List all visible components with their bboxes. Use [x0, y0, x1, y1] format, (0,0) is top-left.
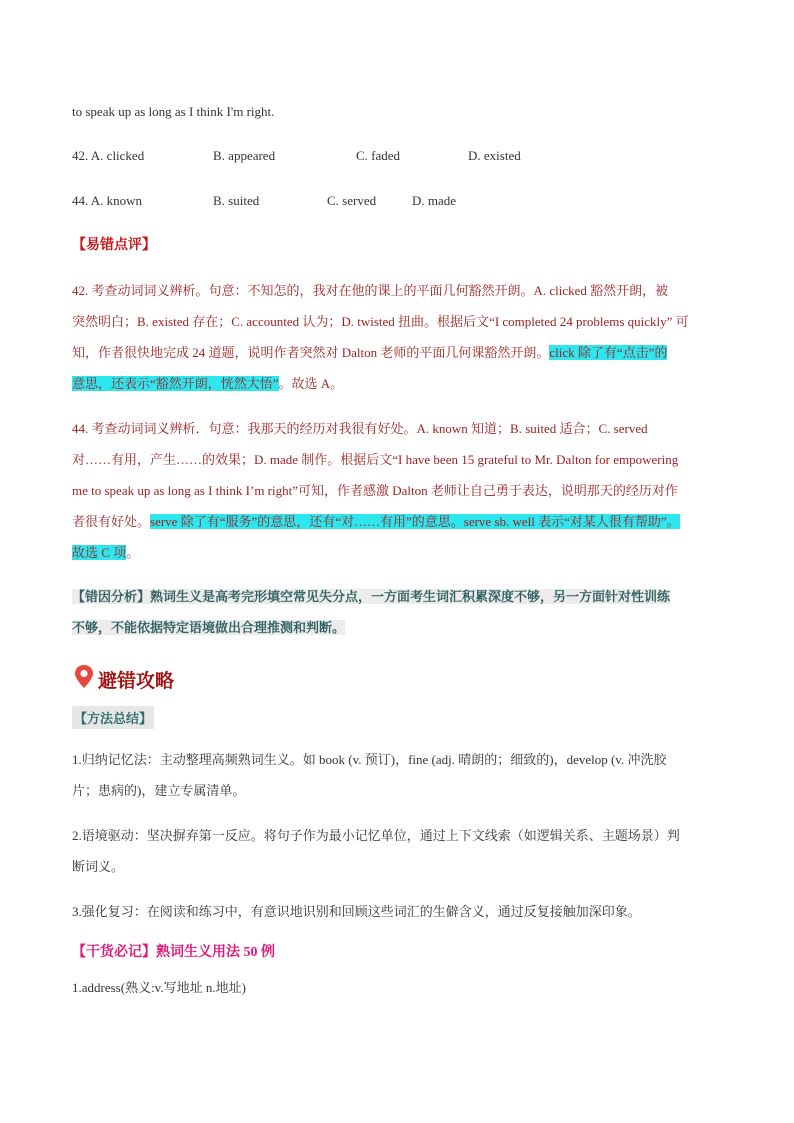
method-2-line-2: 断词义。	[72, 859, 125, 874]
dry-goods-heading	[72, 941, 275, 961]
exp44-highlight-1: serve 除了有“服务”的意思，还有“对……有用”的意思。serve sb. well 表示“对某人很有帮助”。	[150, 514, 680, 529]
q44-option-b: B. suited	[213, 193, 260, 208]
exp42-line-1: 42. 考查动词词义辨析。句意：不知怎的，我对在他的课上的平面几何豁然开朗。A. clicked 豁然开朗，被	[72, 283, 669, 298]
method-2-line-1: 2.语境驱动：坚决摒弃第一反应。将句子作为最小记忆单位，通过上下文线索（如逻辑关系、主题场景）判	[72, 828, 680, 843]
q42-option-c: C. faded	[356, 148, 401, 163]
avoid-errors-heading: 避错攻略	[98, 670, 175, 692]
q44-option-a: 44. A. known	[72, 193, 143, 208]
dry-goods-title: 熟词生义用法 50 例	[156, 945, 275, 960]
method-1-line-2: 片；患病的)，建立专属清单。	[72, 783, 246, 798]
q42-option-d: D. existed	[468, 148, 521, 163]
method-3-line-1: 3.强化复习：在阅读和练习中，有意识地识别和回顾这些词汇的生僻含义，通过反复接触加深印象。	[72, 904, 641, 919]
exp42-line-4	[72, 375, 343, 393]
q42-option-b: B. appeared	[213, 148, 276, 163]
method-summary-tag: 【方法总结】	[72, 706, 154, 729]
q42-option-a: 42. A. clicked	[72, 148, 145, 163]
location-pin-icon	[74, 664, 94, 695]
q44-option-d: D. made	[412, 193, 457, 208]
exp44-line-1: 44. 考查动词词义辨析．句意：我那天的经历对我很有好处。A. known 知道；B. suited 适合；C. served	[72, 421, 648, 436]
intro-line: to speak up as long as I think I'm right.	[72, 104, 275, 119]
exp44-line-3: me to speak up as long as I think I’m right”可知，作者感激 Dalton 老师让自己勇于表达，说明那天的经历对作	[72, 483, 678, 498]
exp42-highlight-1: click 除了有“点击”的	[549, 345, 668, 360]
word-item-1: 1.address(熟义:v.写地址 n.地址)	[72, 980, 246, 995]
dry-goods-tag: 【干货必记】	[72, 945, 156, 960]
exp42-line-2: 突然明白；B. existed 存在；C. accounted 认为；D. twisted 扭曲。根据后文“I completed 24 problems quickly” 可	[72, 314, 689, 329]
exp44-line-4	[72, 513, 680, 531]
exp42-line-3-text: 知，作者很快地完成 24 道题，说明作者突然对 Dalton 老师的平面几何课豁然开朗。	[72, 345, 550, 360]
exp44-line-5	[72, 544, 139, 562]
exp44-highlight-2: 故选 C 项	[72, 545, 127, 560]
exp42-highlight-2: 意思，还表示“豁然开朗，恍然大悟”	[72, 376, 279, 391]
exp42-line-3	[72, 344, 667, 362]
method-1-line-1: 1.归纳记忆法：主动整理高频熟词生义。如 book (v. 预订)，fine (adj. 晴朗的；细致的)，develop (v. 冲洗胶	[72, 752, 667, 767]
analysis-line-2: 不够，不能依据特定语境做出合理推测和判断。	[72, 620, 346, 635]
error-review-tag: 【易错点评】	[72, 238, 156, 253]
exp44-line-5-text: 。	[126, 545, 140, 560]
analysis-line-1: 【错因分析】熟词生义是高考完形填空常见失分点，一方面考生词汇积累深度不够，另一方面针对性训练	[72, 589, 671, 604]
exp44-line-4-text: 者很有好处。	[72, 514, 151, 529]
exp42-line-4-text: 。故选 A。	[278, 376, 344, 391]
q44-option-c: C. served	[327, 193, 377, 208]
exp44-line-2: 对……有用，产生……的效果；D. made 制作。根据后文“I have been 15 grateful to Mr. Dalton for empowering	[72, 452, 679, 467]
